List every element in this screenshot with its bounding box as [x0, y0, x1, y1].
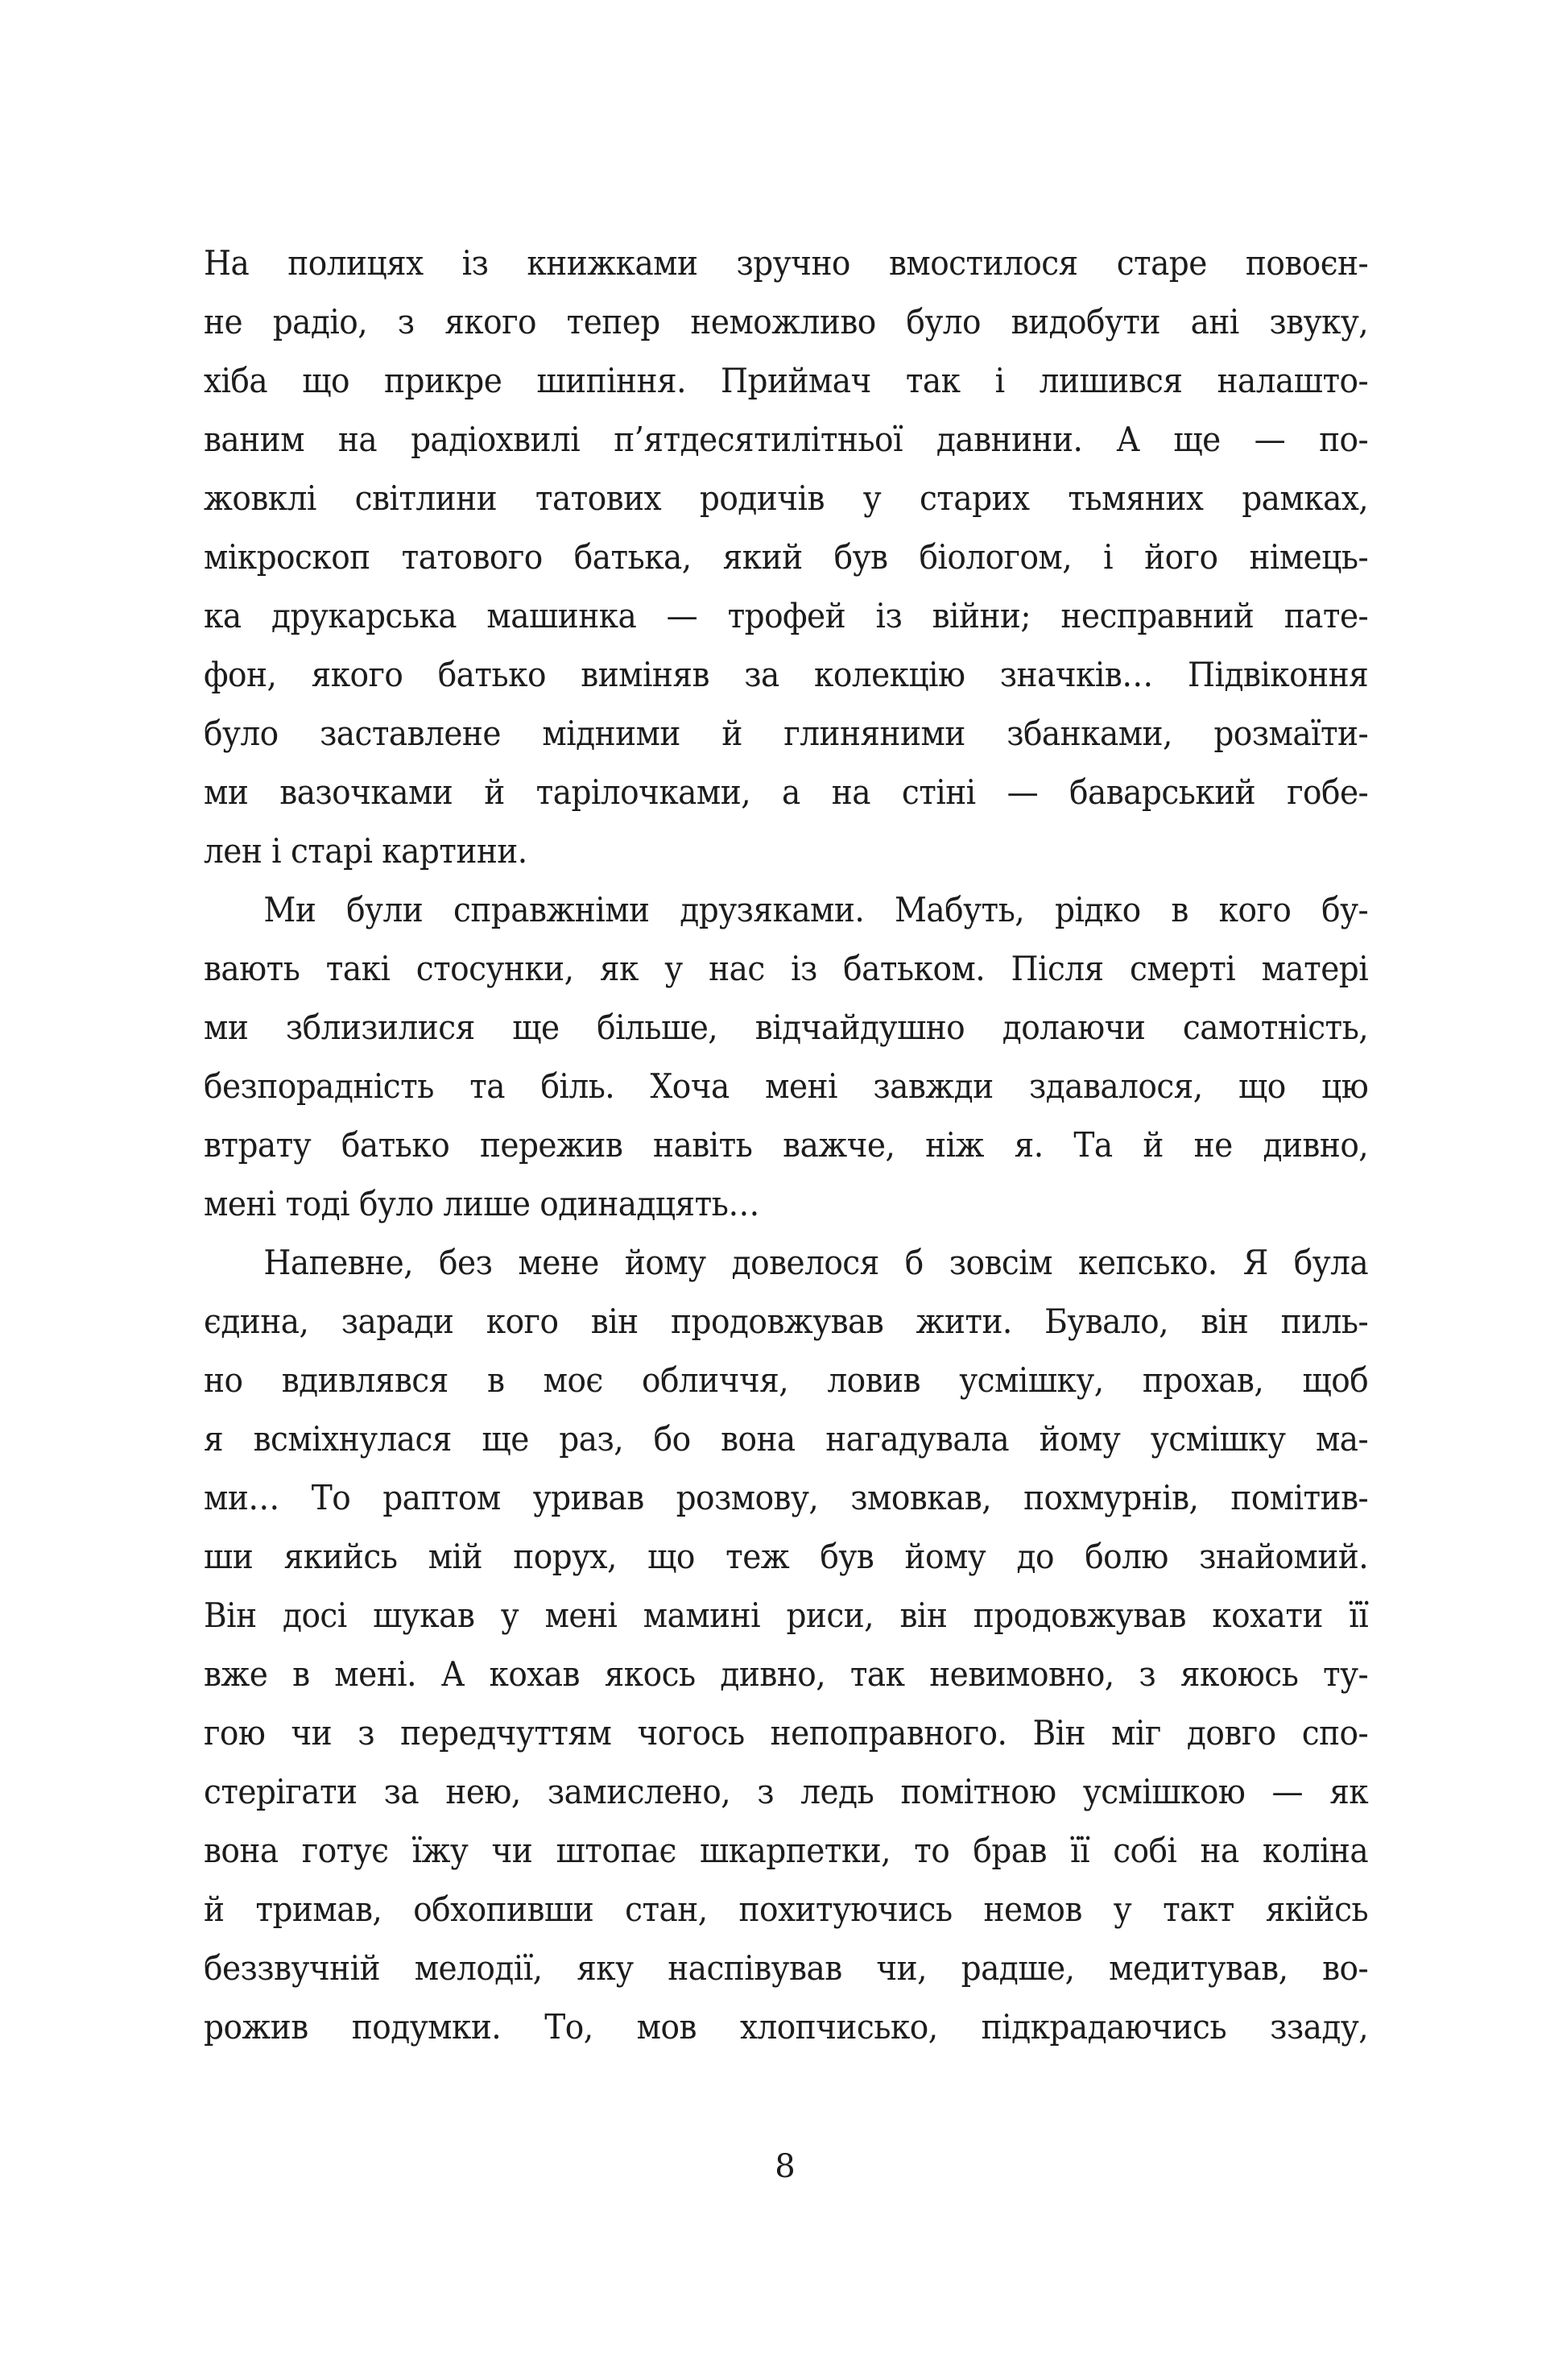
text-line: но вдивлявся в моє обличчя, ловив усмішку, прохав, щоб [204, 1360, 1369, 1400]
text-line: ми зблизилися ще більше, відчайдушно долаючи самотність, [204, 1008, 1369, 1047]
text-line: ми вазочками й тарілочками, а на стіні — баварський гобе- [204, 772, 1369, 812]
text-line: Ми були справжніми друзяками. Мабуть, рідко в кого бу- [263, 890, 1369, 929]
text-line: стерігати за нею, замислено, з ледь помітною усмішкою — як [204, 1772, 1369, 1811]
text-line: беззвучній мелодії, яку наспівував чи, радше, медитував, во- [204, 1948, 1369, 1988]
text-line: хіба що прикре шипіння. Приймач так і лишився налашто- [204, 361, 1369, 400]
text-line: було заставлене мідними й глиняними збанками, розмаїти- [204, 714, 1369, 753]
text-line: єдина, заради кого він продовжував жити. Бувало, він пиль- [204, 1302, 1369, 1341]
paragraph-1 [204, 234, 1368, 880]
text-line: Напевне, без мене йому довелося б зовсім кепсько. Я була [263, 1243, 1369, 1282]
text-line: На полицях із книжками зручно вмостилося старе повоєн- [204, 243, 1369, 283]
paragraph-2 [204, 880, 1368, 1233]
text-line: мені тоді було лише одинадцять… [204, 1184, 759, 1223]
text-line: мікроскоп татового батька, який був біологом, і його німець- [204, 537, 1369, 577]
text-line: фон, якого батько виміняв за колекцію значків… Підвіконня [204, 655, 1369, 694]
text-line: рожив подумки. То, мов хлопчисько, підкрадаючись ззаду, [204, 2007, 1369, 2047]
body-text [204, 234, 1368, 2056]
page-number: 8 [775, 2148, 796, 2185]
text-line: я всміхнулася ще раз, бо вона нагадувала йому усмішку ма- [204, 1419, 1369, 1459]
text-line: вають такі стосунки, як у нас із батьком. Після смерті матері [204, 949, 1369, 988]
text-line: безпорадність та біль. Хоча мені завжди здавалося, що цю [204, 1066, 1369, 1106]
text-line: ка друкарська машинка — трофей із війни; несправний пате- [204, 596, 1369, 635]
text-line: гою чи з передчуттям чогось непоправного. Він міг довго спо- [204, 1713, 1369, 1753]
text-line: й тримав, обхопивши стан, похитуючись немов у такт якійсь [204, 1890, 1369, 1929]
text-line: втрату батько пережив навіть важче, ніж я. Та й не дивно, [204, 1125, 1369, 1165]
text-line: жовклі світлини татових родичів у старих тьмяних рамках, [204, 478, 1369, 518]
paragraph-3 [204, 1233, 1368, 2056]
text-line: вона готує їжу чи штопає шкарпетки, то брав її собі на коліна [204, 1831, 1369, 1870]
text-line: ми… То раптом уривав розмову, змовкав, похмурнів, помітив- [204, 1478, 1369, 1517]
text-line: вже в мені. А кохав якось дивно, так невимовно, з якоюсь ту- [204, 1654, 1369, 1694]
text-line: ваним на радіохвилі п’ятдесятилітньої давнини. А ще — по- [204, 420, 1369, 459]
text-line: не радіо, з якого тепер неможливо було видобути ані звуку, [204, 302, 1369, 341]
text-line: ши якийсь мій порух, що теж був йому до болю знайомий. [204, 1537, 1369, 1576]
text-line: Він досі шукав у мені мамині риси, він продовжував кохати її [204, 1596, 1369, 1635]
text-line: лен і старі картини. [204, 831, 527, 871]
